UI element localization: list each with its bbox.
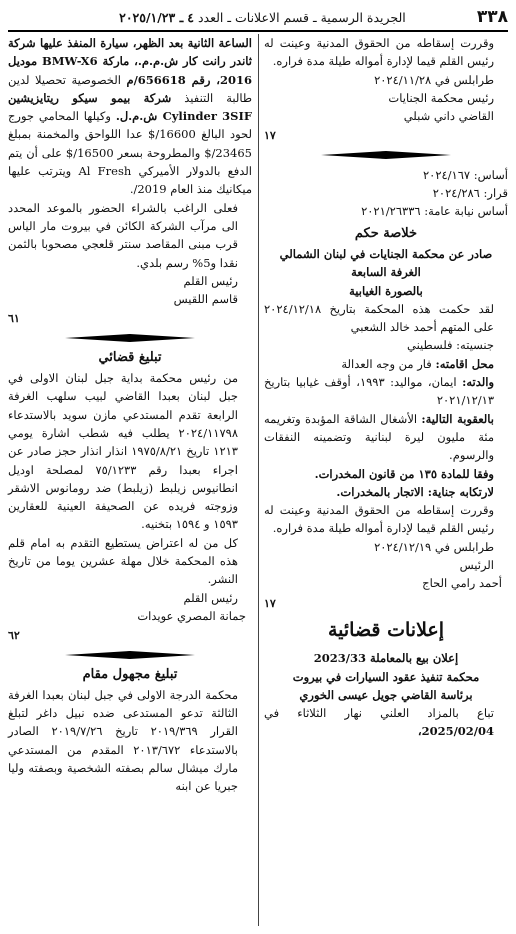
right-column [264, 34, 508, 741]
date-line: طرابلس في ٢٠٢٤/١١/٢٨ [374, 72, 494, 87]
section-title: إعلانات قضائية [327, 618, 445, 641]
signature-name: القاضي داني شبلي [403, 109, 494, 124]
separator-icon [65, 650, 195, 660]
judgment-title: خلاصة حكم [354, 225, 418, 241]
clerk-name: قاسم اللقيس [173, 292, 238, 307]
page-header [8, 6, 508, 28]
crime-line: لارتكابه جناية: الاتجار بالمخدرات. [336, 484, 494, 499]
clerk-name-2: جمانة المصري عويدات [137, 608, 246, 623]
sale-details [8, 34, 252, 199]
gazette-title-text: الجريدة الرسمية ـ قسم الاعلانات ـ العدد [197, 9, 406, 25]
case-prosecution: أساس نيابة عامة: ٢٠٢١/٢٦٣٣٦ [361, 204, 508, 219]
objection-line: كل من له اعتراض يستطيع التقدم به امام قلم هذه المحكمة خلال مهلة عشرين يوما من تاريخ النشر. [8, 535, 238, 587]
debt-text: الخصوصية تحصيلا لدين طالبة التنفيذ [8, 72, 253, 105]
residence-value: فار من وجه العدالة [341, 356, 436, 371]
clerk-title: رئيس القلم [183, 273, 238, 288]
column-divider [258, 34, 259, 926]
absentia-line: بالصورة الغيابية [349, 283, 423, 298]
penalty-label: بالعقوبة التالية: [421, 411, 494, 426]
gazette-title [119, 10, 406, 25]
date-line-2: طرابلس في ٢٠٢٤/١٢/١٩ [374, 539, 494, 554]
issue-date: ـ ٢٠٢٥/١/٢٣ [119, 9, 184, 25]
signature-title-2: الرئيس [459, 558, 494, 573]
sale-court: محكمة تنفيذ عقود السيارات في بيروت [292, 669, 480, 684]
article-line: وفقا للمادة ١٣٥ من قانون المخدرات. [314, 466, 494, 481]
sale-notice-title: إعلان بيع بالمعاملة 2023/33 [313, 651, 459, 666]
clerk-title-2: رئيس القلم [183, 590, 238, 605]
court-line: صادر عن محكمة الجنايات في لبنان الشمالي [279, 246, 493, 261]
penalty-line [264, 410, 508, 465]
separator-ornament [264, 150, 508, 160]
signature-name-2: أحمد رامي الحاج [422, 576, 502, 591]
case-decision: قرار: ٢٠٢٤/٢٨٦ [432, 186, 508, 201]
header-rule [8, 30, 508, 32]
signature-title: رئيس محكمة الجنايات [388, 90, 494, 105]
verdict-continuation: وقررت إسقاطه من الحقوق المدنية وعينت له رئيس القلم قيما لإدارة أمواله طيلة مدة فراره. [264, 36, 494, 69]
residence-line [264, 355, 508, 373]
notice-body-1: من رئيس محكمة بداية جبل لبنان الاولى في جبل لبنان بعبدا القاضي لبيب سلهب الغرفة الرابعة تقدم المستدعي مازن سويد بالاستدعاء ٢٠٢٤/١١٧٩٨ يطلب فيه شطب اشارة يومي ١٢١٣ تاريخ ١٩٧٥/٨/٢١ انذار انذار حجز صادر عن اجراء بعبدا رقم ٧٥/١٢٣٣ لمصلحة اوديل انطانيوس زيلبط (زيلبط) ضد رومانوس الاشقر وزوجته فريده عن الصحيفة العينية للعقارين ١٥٩٣ و ١٥٩٤ بتخنيه. [8, 371, 238, 532]
issue-number: ٤ [187, 9, 194, 25]
nationality-line: جنسيته: فلسطيني [407, 338, 494, 353]
sale-judge: برئاسة القاضي جويل عيسى الخوري [299, 687, 473, 702]
notice-number-4: ٦٢ [8, 629, 20, 643]
sale-date-value: 2025/02/04، [417, 724, 494, 739]
notice-title-1: تبليغ قضائي [98, 349, 162, 365]
vehicle-info: سيارة المنفذ عليها شركة ثاندر رانت كار ش.م.م.، ماركة BMW-X6 موديل 2016، رقم 656618/م [8, 36, 252, 87]
notice-number: ١٧ [264, 129, 276, 143]
notice-number-3: ٦١ [8, 312, 20, 326]
chamber-line: الغرفة السابعة [351, 265, 421, 280]
penalty-value: الأشغال الشاقة المؤبدة وتغريمه مئة مليون ليرة لبنانية وتضمينه النفقات والرسوم. [264, 411, 494, 463]
separator-ornament-3 [8, 650, 252, 660]
separator-icon [65, 333, 195, 343]
residence-label: محل اقامته: [435, 356, 494, 371]
notice-body-2: محكمة الدرجة الاولى في جبل لبنان بعبدا الغرفة الثالثة تدعو المستدعى ضده نبيل داغر لتبلغ القرار ٢٠١٩/٣٦٩ تاريخ ٢٠١٩/٧/٢٦ الصادر بالاستدعاء ٢٠١٣/٦٧٢ المقدم من المستدعي مارك ميشال سالم بصفته الشخصية وبصفته وليا جبريا عن ابنه [8, 687, 238, 794]
verdict-paragraph: لقد حكمت هذه المحكمة بتاريخ ٢٠٢٤/١٢/١٨ على المتهم أحمد خالد الشعبي [264, 301, 494, 335]
sale-terms: وكيلها المحامي جورج لحود البالغ 16600/$ عدا اللواحق والمخمنة بمبلغ 23465/$ والمطروحة بسعر 16500/$ على أن يتم الدفع بالدولار الأميركي Al Fresh ويترتب عليها ميكانيك منذ العام 2019/. [8, 109, 252, 197]
sale-date-text: تباع بالمزاد العلني نهار الثلاثاء في [264, 706, 494, 721]
mother-line [264, 373, 508, 410]
separator-icon [321, 150, 451, 160]
page-number: ٣٣٨ [476, 7, 508, 27]
sale-date-line [264, 704, 508, 741]
notice-number-2: ١٧ [264, 596, 276, 610]
mother-label: والدته: [462, 375, 495, 390]
mother-value: ايمان، موالید: ١٩٩٣، أوقف غيابيا بتاريخ ٢٠٢١/١٢/١٣ [264, 375, 494, 408]
deprivation-line: وقررت إسقاطه من الحقوق المدنية وعينت له رئيس القلم قيما لإدارة أمواله طيلة مدة فراره. [264, 503, 494, 536]
notice-title-2: تبليغ مجهول مقام [82, 666, 178, 682]
buyer-instructions: فعلى الراغب بالشراء الحضور بالموعد المحدد الى مرآب الشركة الكائن في بيروت مار الياس قرب مبنى المقاصد سنتر قلعجي مصحوبا بالثمن نقدا و5% رسم بلدي. [8, 200, 238, 270]
creditor-name: شركة بيمو سيكو ريتايزيشين Cylinder 3SIF ش.م.ل. [8, 90, 253, 124]
separator-ornament-2 [8, 333, 252, 343]
left-column [8, 34, 252, 796]
sale-time: الساعة الثانية بعد الظهر، [128, 36, 253, 50]
case-basis: أساس: ٢٠٢٤/١٦٧ [422, 167, 508, 182]
